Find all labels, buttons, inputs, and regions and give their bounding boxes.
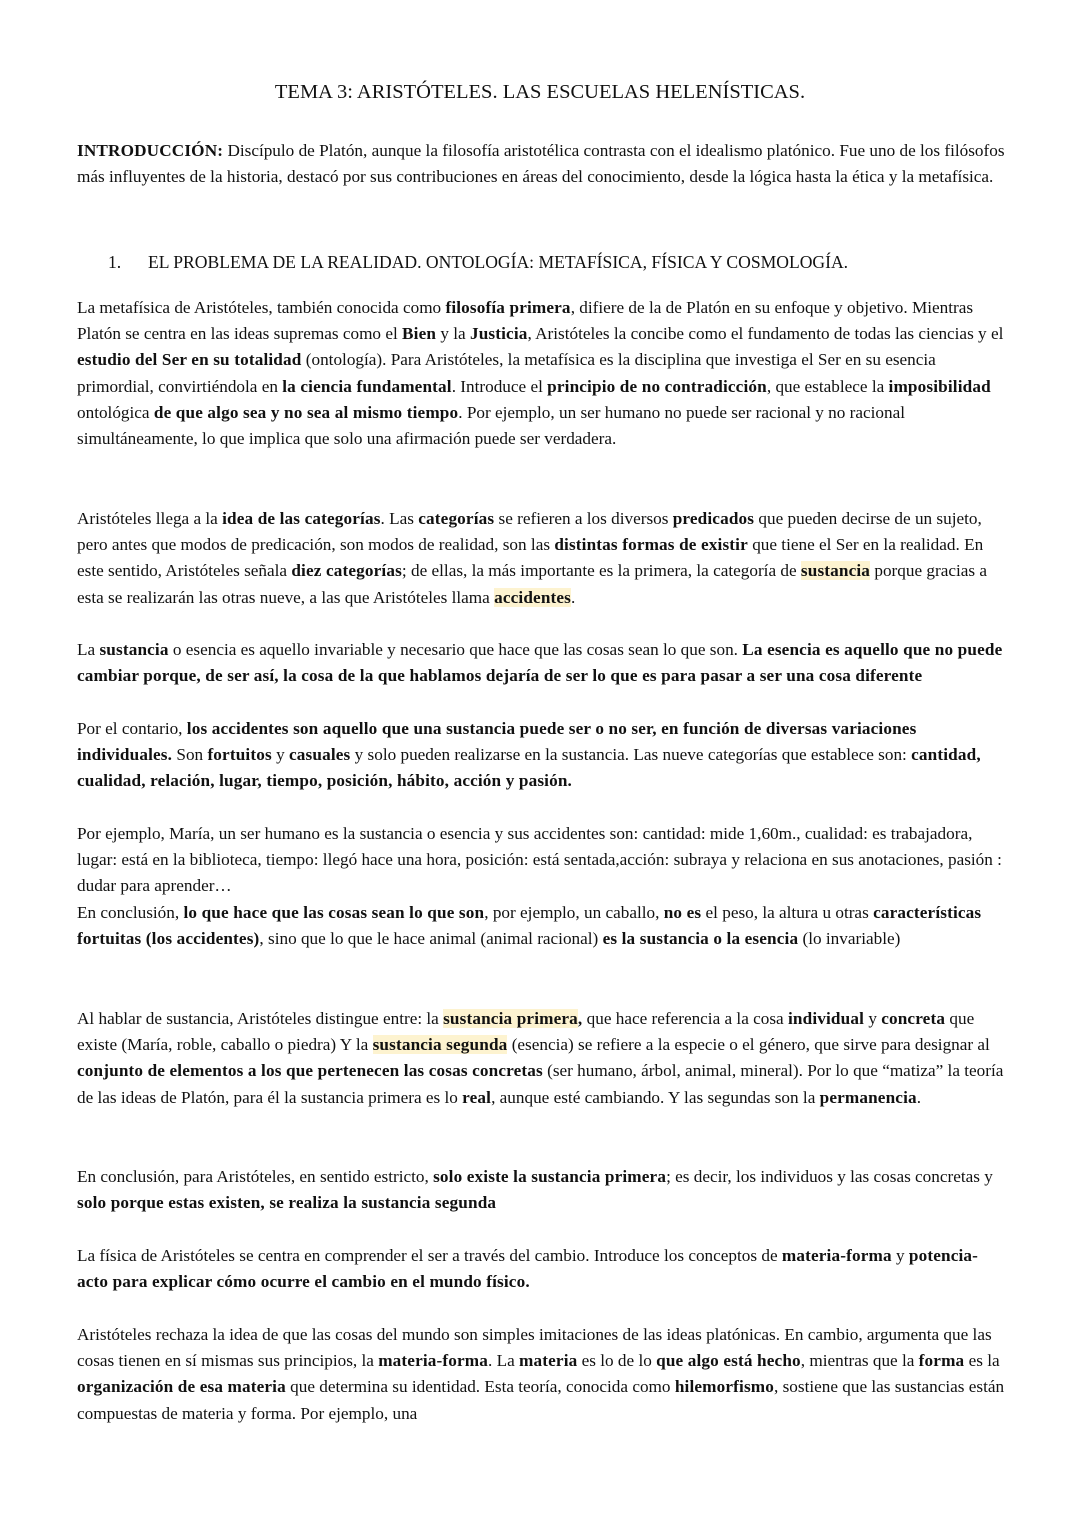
paragraph-example-maria: Por ejemplo, María, un ser humano es la sustancia o esencia y sus accidentes son: cantidad: mide 1,60m., cualidad: es trabajadora, lugar: está en la biblioteca, tiempo: llegó hace una hora, posición: está sentada,acción: subraya y relaciona en sus anotaciones, pasión : dudar para aprender… — [77, 824, 1002, 896]
paragraph-hylomorphism: Aristóteles rechaza la idea de que las cosas del mundo son simples imitaciones de las ideas platónicas. En cambio, argumenta que las cosas tienen en sí mismas sus principios, la materia-forma. La materia es lo de lo que algo está hecho, mientras que la forma es la organización de esa materia que determina su identidad. Esta teoría, conocida como hilemorfismo, sostiene que las sustancias están compuestas de materia y forma. Por ejemplo, una — [77, 1325, 1005, 1423]
paragraph-substance: La sustancia o esencia es aquello invariable y necesario que hace que las cosas sean lo que son. La esencia es aquello que no puede cambiar porque, de ser así, la cosa de la que hablamos dejaría de ser lo que es para pasar a ser una cosa diferente — [77, 640, 1003, 686]
highlight-sustancia: sustancia — [800, 561, 871, 581]
intro-paragraph: INTRODUCCIÓN: Discípulo de Platón, aunque la filosofía aristotélica contrasta con el idealismo platónico. Fue uno de los filósofos más influyentes de la historia, destacó por sus contribuciones en áreas del conocimiento, desde la lógica hasta la ética y la metafísica. — [77, 141, 1005, 187]
section-title: EL PROBLEMA DE LA REALIDAD. ONTOLOGÍA: METAFÍSICA, FÍSICA Y COSMOLOGÍA. — [148, 252, 849, 272]
paragraph-accidents: Por el contario, los accidentes son aquello que una sustancia puede ser o no ser, en función de diversas variaciones individuales. Son fortuitos y casuales y solo pueden realizarse en la sustancia. Las nueve categorías que establece son: cantidad, cualidad, relación, lugar, tiempo, posición, hábito, acción y pasión. — [77, 719, 981, 791]
section-number: 1. — [108, 252, 122, 272]
paragraph-conclusion-1: En conclusión, lo que hace que las cosas sean lo que son, por ejemplo, un caballo, no es el peso, la altura u otras características fortuitas (los accidentes), sino que lo que le hace animal (animal racional) es la sustancia o la esencia (lo invariable) — [77, 903, 982, 949]
document-title: TEMA 3: ARISTÓTELES. LAS ESCUELAS HELENÍSTICAS. — [274, 81, 806, 103]
highlight-accidentes: accidentes — [494, 587, 572, 607]
paragraph-metaphysics: La metafísica de Aristóteles, también conocida como filosofía primera, difiere de la de Platón en su enfoque y objetivo. Mientras Platón se centra en las ideas supremas como el Bien y la Justicia, Aristóteles la concibe como el fundamento de todas las ciencias y el estudio del Ser en su totalidad (ontología). Para Aristóteles, la metafísica es la disciplina que investiga el Ser en su esencia primordial, convirtiéndola en la ciencia fundamental. Introduce el principio de no contradicción, que establece la imposibilidad ontológica de que algo sea y no sea al mismo tiempo. Por ejemplo, un ser humano no puede ser racional y no racional simultáneamente, lo que implica que solo una afirmación puede ser verdadera. — [77, 298, 1004, 449]
highlight-sustancia-primera: sustancia primera — [443, 1009, 578, 1028]
highlight-sustancia-segunda: sustancia segunda — [372, 1035, 508, 1055]
intro-label: INTRODUCCIÓN: — [77, 141, 224, 160]
paragraph-first-second-substance: Al hablar de sustancia, Aristóteles distingue entre: la sustancia primera, que hace referencia a la cosa individual y concreta que existe (María, roble, caballo o piedra) Y la sustancia segunda (esencia) se refiere a la especie o el género, que sirve para designar al conjunto de elementos a los que pertenecen las cosas concretas (ser humano, árbol, animal, mineral). Por lo que “matiza” la teoría de las ideas de Platón, para él la sustancia primera es lo real, aunque esté cambiando. Y las segundas son la permanencia. — [77, 1009, 1004, 1107]
paragraph-conclusion-2: En conclusión, para Aristóteles, en sentido estricto, solo existe la sustancia primera; es decir, los individuos y las cosas concretas y solo porque estas existen, se realiza la sustancia segunda — [77, 1167, 993, 1213]
paragraph-physics: La física de Aristóteles se centra en comprender el ser a través del cambio. Introduce los conceptos de materia-forma y potencia-acto para explicar cómo ocurre el cambio en el mundo físico. — [77, 1246, 979, 1292]
paragraph-categories: Aristóteles llega a la idea de las categorías. Las categorías se refieren a los diversos predicados que pueden decirse de un sujeto, pero antes que modos de predicación, son modos de realidad, son las distintas formas de existir que tiene el Ser en la realidad. En este sentido, Aristóteles señala diez categorías; de ellas, la más importante es la primera, la categoría de sustancia porque gracias a esta se realizarán las otras nueve, a las que Aristóteles llama accidentes. — [77, 509, 987, 607]
